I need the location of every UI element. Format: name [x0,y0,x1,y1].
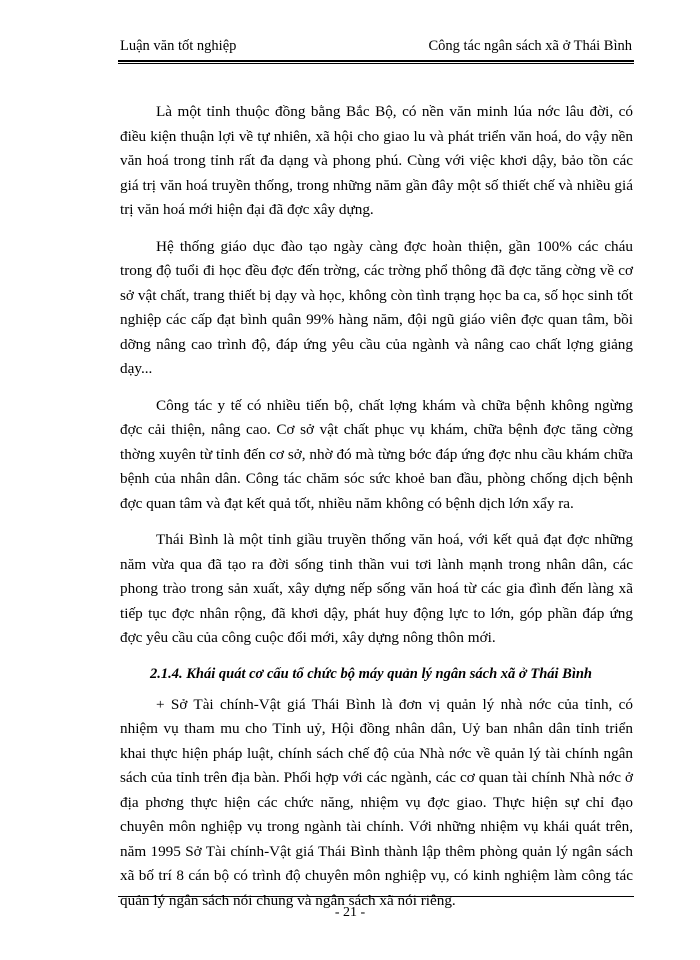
header-divider [118,60,634,64]
header-topic-label: Công tác ngân sách xã ở Thái Bình [428,38,632,54]
section-heading: 2.1.4. Khái quát cơ cấu tổ chức bộ máy quản lý ngân sách xã ở Thái Bình [150,665,592,682]
header-thesis-label: Luận văn tốt nghiệp [120,38,237,54]
page-number: - 21 - [334,905,366,920]
paragraph-tradition: Thái Bình là một tỉnh giầu truyền thống văn hoá, với kết quả đạt đợc những năm vừa qua đã tạo ra đời sống tinh thần vui tơi lành mạnh trong nhân dân, các phong trào trong sản xuất, xây dựng nếp sống văn hoá từ các gia đình đến làng xã tiếp tục đợc nhân rộng, đã khơi dậy, phát huy động lực to lớn, góp phần đáp ứng đợc yêu cầu của công cuộc đổi mới, xây dựng nông thôn mới. [120,531,633,646]
paragraph-finance-department: + Sở Tài chính-Vật giá Thái Bình là đơn vị quản lý nhà nớc của tỉnh, có nhiệm vụ tham mu cho Tỉnh uỷ, Hội đồng nhân dân, Uỷ ban nhân dân tỉnh triển khai thực hiện pháp luật, chính sách chế độ của Nhà nớc về quản lý tài chính ngân sách của tỉnh trên địa bàn. Phối hợp với các ngành, các cơ quan tài chính Nhà nớc ở địa phơng thực hiện các chức năng, nhiệm vụ đợc giao. Thực hiện sự chỉ đạo chuyên môn nghiệp vụ trong ngành tài chính. Với những nhiệm vụ khái quát trên, năm 1995 Sở Tài chính-Vật giá Thái Bình thành lập thêm phòng quản lý ngân sách xã bố trí 8 cán bộ có trình độ chuyên môn nghiệp vụ, có kinh nghiệm làm công tác quản lý ngân sách nói chung và ngân sách xã nói riêng. [120,695,633,909]
paragraph-culture: Là một tỉnh thuộc đồng bằng Bắc Bộ, có nền văn minh lúa nớc lâu đời, có điều kiện thuận lợi về tự nhiên, xã hội cho giao lu và phát triển văn hoá, do vậy nền văn hoá trong tỉnh rất đa dạng và phong phú. Cùng với việc khơi dậy, bảo tồn các giá trị văn hoá truyền thống, trong những năm gần đây một số thiết chế và nhiều giá trị văn hoá mới hiện đại đã đợc xây dựng. [120,103,633,218]
paragraph-health: Công tác y tế có nhiều tiến bộ, chất lợng khám và chữa bệnh không ngừng đợc cải thiện, nâng cao. Cơ sở vật chất phục vụ khám, chữa bệnh đợc tăng cờng thờng xuyên từ tỉnh đến cơ sở, nhờ đó mà từng bớc đáp ứng đợc nhu cầu khám chữa bệnh của nhân dân. Công tác chăm sóc sức khoẻ ban đầu, phòng chống dịch bệnh đợc quan tâm và đạt kết quả tốt, nhiều năm không có bệnh dịch lớn xẩy ra. [120,396,633,512]
footer-divider [118,896,634,897]
page-body [120,100,633,913]
page-header [120,38,632,58]
paragraph-education: Hệ thống giáo dục đào tạo ngày càng đợc hoàn thiện, gần 100% các cháu trong độ tuổi đi học đều đợc đến trờng, các trờng phổ thông đã đợc tăng cờng về cơ sở vật chất, trang thiết bị dạy và học, không còn tình trạng học ba ca, số học sinh tốt nghiệp các cấp đạt bình quân 99% hàng năm, đội ngũ giáo viên đợc quan tâm, bồi dỡng nâng cao trình độ, đáp ứng yêu cầu của ngành và nâng cao chất lợng giảng dạy... [120,237,633,377]
